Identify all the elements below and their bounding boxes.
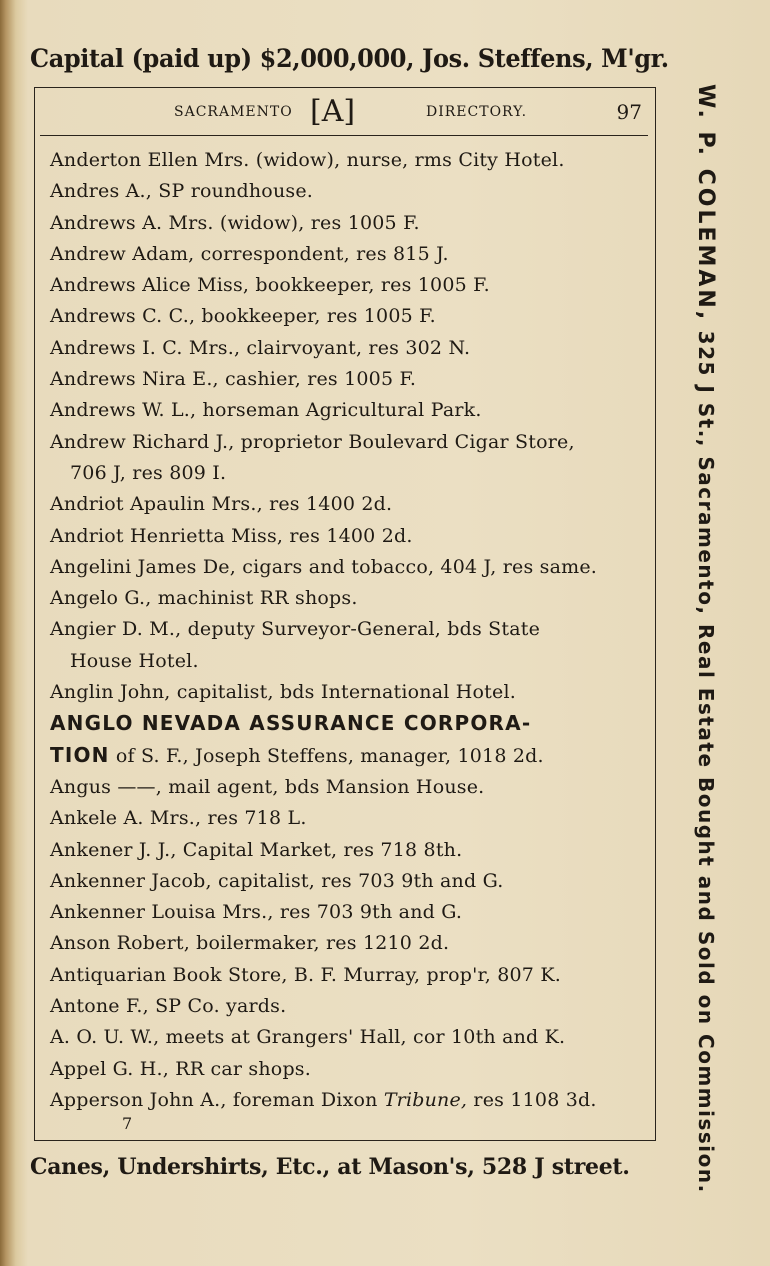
- directory-entry: Ankenner Louisa Mrs., res 703 9th and G.: [50, 901, 463, 924]
- directory-entry: Andriot Henrietta Miss, res 1400 2d.: [50, 524, 413, 547]
- page-number: 97: [616, 100, 642, 124]
- directory-entry: Andrews W. L., horseman Agricultural Park.: [50, 399, 482, 422]
- directory-entry: Angelini James De, cigars and tobacco, 404 J, res same.: [50, 555, 598, 578]
- directory-entry: Anderton Ellen Mrs. (widow), nurse, rms City Hotel.: [50, 149, 565, 171]
- directory-entry: Andrew Adam, correspondent, res 815 J.: [50, 242, 449, 265]
- header-city: SACRAMENTO: [174, 104, 293, 120]
- directory-entry: Antiquarian Book Store, B. F. Murray, prop'r, 807 K.: [50, 963, 561, 986]
- directory-entry: Ankele A. Mrs., res 718 L.: [50, 807, 307, 830]
- directory-entry: Anglin John, capitalist, bds International Hotel.: [50, 681, 516, 704]
- directory-entry: Andrew Richard J., proprietor Boulevard Cigar Store, 706 J, res 809 I.: [50, 430, 575, 484]
- directory-entry: Anson Robert, boilermaker, res 1210 2d.: [50, 932, 450, 955]
- header-title: DIRECTORY.: [426, 104, 528, 120]
- running-header: [40, 94, 646, 130]
- directory-entry: Ankener J. J., Capital Market, res 718 8th.: [50, 838, 463, 861]
- directory-entry: Andrews A. Mrs. (widow), res 1005 F.: [50, 211, 420, 234]
- directory-entry: Angelo G., machinist RR shops.: [50, 587, 358, 610]
- header-letter: [A]: [310, 94, 356, 129]
- directory-entry: Andriot Apaulin Mrs., res 1400 2d.: [50, 493, 393, 516]
- directory-entry: A. O. U. W., meets at Grangers' Hall, cor 10th and K.: [50, 1026, 566, 1049]
- signature-mark: 7: [122, 1114, 133, 1133]
- side-banner-text: 325 J St., Sacramento, Real Estate Bought and Sold on Commission.: [694, 322, 718, 1194]
- side-banner-name: W. P. COLEMAN,: [693, 84, 718, 323]
- header-rule: [40, 135, 648, 136]
- directory-entry: Appel G. H., RR car shops.: [50, 1057, 311, 1080]
- directory-entry: Angier D. M., deputy Surveyor-General, bds State House Hotel.: [50, 618, 541, 672]
- brand-name: Mason's: [368, 1154, 468, 1180]
- bottom-advertisement-banner: Canes, Undershirts, Etc., at Mason's, 528 J street.: [30, 1154, 630, 1180]
- directory-entry-featured: ANGLO NEVADA ASSURANCE CORPORA- TION of S. F., Joseph Steffens, manager, 1018 2d.: [50, 711, 544, 767]
- directory-entries: [50, 145, 646, 1116]
- directory-entry: Angus ——, mail agent, bds Mansion House.: [50, 775, 485, 798]
- directory-entry: Andrews C. C., bookkeeper, res 1005 F.: [50, 305, 436, 328]
- directory-entry: Ankenner Jacob, capitalist, res 703 9th and G.: [50, 869, 504, 892]
- directory-entry: Andrews Alice Miss, bookkeeper, res 1005 F.: [50, 274, 490, 297]
- directory-entry: Andres A., SP roundhouse.: [50, 180, 314, 203]
- directory-entry: Antone F., SP Co. yards.: [50, 995, 287, 1018]
- directory-entry: Andrews I. C. Mrs., clairvoyant, res 302 N.: [50, 336, 471, 359]
- top-advertisement-banner: Capital (paid up) $2,000,000, Jos. Steffens, M'gr.: [30, 44, 669, 73]
- directory-entry: Apperson John A., foreman Dixon Tribune, res 1108 3d.: [50, 1088, 597, 1111]
- side-advertisement-banner: [693, 84, 718, 1194]
- directory-entry: Andrews Nira E., cashier, res 1005 F.: [50, 368, 417, 391]
